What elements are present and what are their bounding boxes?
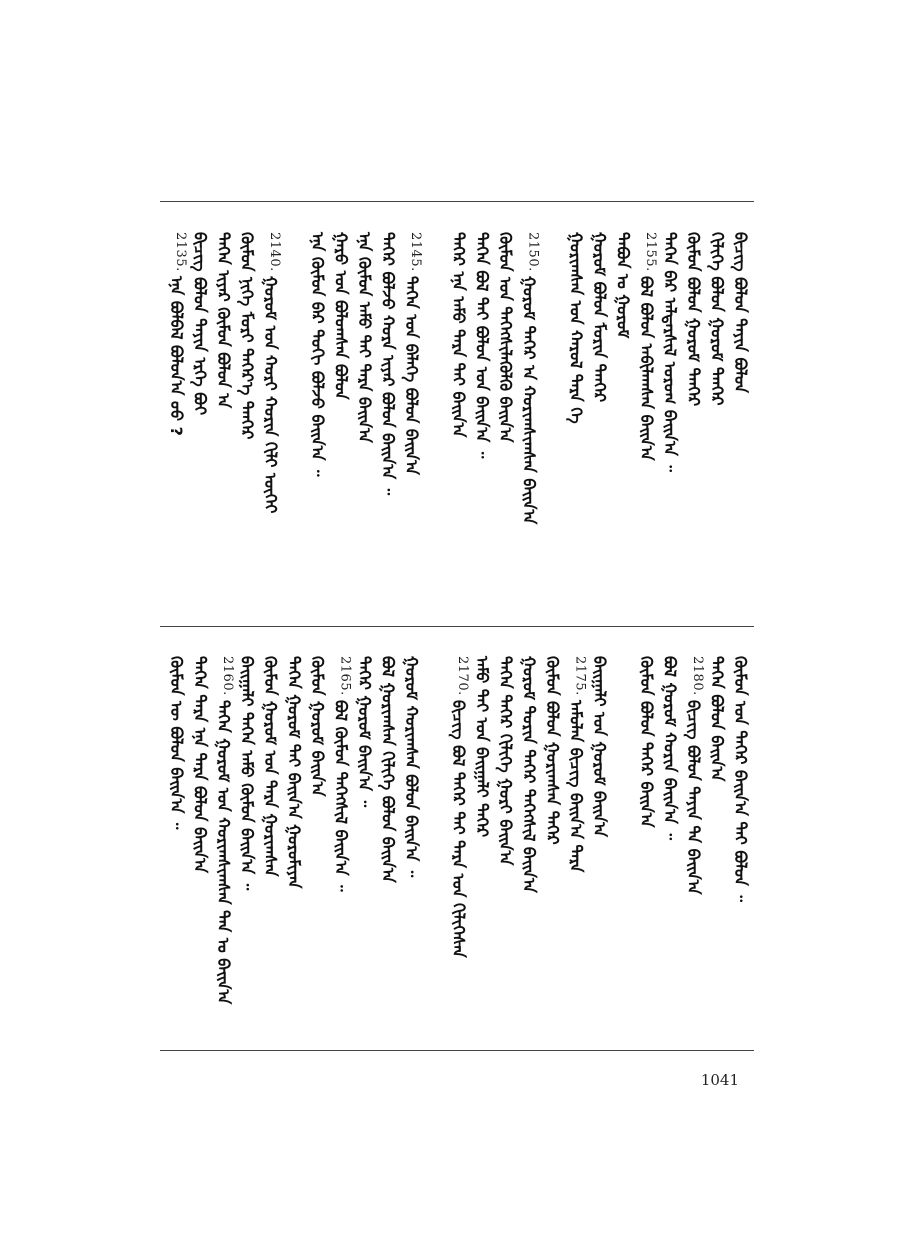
verse-line: ᠲᠡᠭᠡᠷ ᠪᠣᠯᠵᠤ ᠬᠤᠷᠠ ᠢᠶᠠᠷ ᠪᠣᠯᠤᠨ ᠪᠠᠢᠨ᠎ᠠ ᠃ [378, 232, 398, 496]
verse-column [705, 232, 729, 612]
verse-column [188, 656, 212, 1036]
line-number: 2140. [267, 232, 282, 272]
verse-column [399, 232, 423, 612]
line-number: 2150. [525, 232, 541, 272]
verse-column [188, 232, 212, 612]
verse-line: ᠪᠣᠯ ᠬᠦᠮᠦᠨ ᠲᠡᠭᠡᠭᠰᠢᠯ ᠪᠠᠢᠨ᠎ᠠ ᠃ [331, 700, 351, 892]
verse-line: ᠪᠠᠢᠭᠠᠯᠢ ᠤᠨ ᠭᠣᠷᠤᠮ ᠪᠠᠢᠨ᠎ᠠ [590, 656, 609, 838]
verse-column [352, 232, 376, 612]
verse-column [305, 232, 329, 612]
verse-column [470, 656, 494, 1036]
verse-column [235, 656, 259, 1036]
verse-column [658, 656, 682, 1036]
verse-line: ᠭᠠᠷᠤ ᠤᠨ ᠪᠣᠯᠣᠭᠰᠠᠨ ᠪᠣᠯᠤᠨ [331, 232, 351, 400]
verse-column [564, 232, 588, 612]
page-number: 1041 [700, 1071, 739, 1089]
verse-column [258, 232, 282, 612]
verse-column [282, 232, 306, 612]
verse-line: ᠲᠡᠭᠡᠨ ᠲᠡᠭᠡᠷ ᠬᠢᠯᠢᠭᠡ ᠭᠣᠷᠢ ᠪᠠᠢᠨ᠎ᠠ [496, 656, 515, 866]
verse-line: ᠬᠦᠮᠦᠨ ᠦ ᠪᠣᠯᠤᠨ ᠪᠠᠢᠨ᠎ᠠ ᠃ [167, 656, 186, 830]
verse-line: ᠬᠢᠯᠢᠭᠡ ᠪᠣᠯᠣᠨ ᠭᠣᠷᠤᠮ ᠲᠡᠨᠭᠡᠷ [707, 232, 727, 406]
verse-column [705, 656, 729, 1036]
line-number: 2180. [690, 656, 705, 696]
verse-line: ᠲᠡᠭᠡᠨ ᠢᠶᠡᠷ ᠬᠦᠮᠦᠨ ᠪᠣᠯᠤᠨ ᠠ [214, 232, 233, 409]
line-number: 2135. [173, 232, 188, 272]
verse-column [329, 232, 353, 612]
verse-line: ᠬᠦᠮᠦᠨ ᠪᠣᠯᠤᠨ ᠲᠡᠭᠡᠷ ᠪᠠᠢᠨ᠎ᠠ [637, 656, 656, 828]
verse-column [352, 656, 376, 1036]
verse-line: ᠪᠢᠴᠢᠭ᠌ ᠪᠣᠯᠣᠨ ᠲᠡᠶᠢᠨ ᠡᠷᠭᠡ ᠪᠤᠢ [190, 232, 210, 416]
verse-column [681, 656, 705, 1036]
verse-column [517, 656, 541, 1036]
verse-line: ᠪᠣᠯ ᠭᠣᠷᠤᠮ ᠬᠣᠷᠢᠨ ᠪᠠᠢᠨ᠎ᠠ ᠃ [660, 656, 680, 840]
verse-line: ᠠᠮᠤᠯᠠᠨ ᠪᠢᠴᠢᠭ᠌ ᠪᠠᠢᠨ᠎ᠠ ᠲᠡᠷᠡ [566, 700, 586, 873]
line-number: 2175. [572, 656, 588, 696]
line-number: 2145. [408, 232, 423, 272]
verse-line: ᠬᠦᠮᠦᠨ ᠨᠢᠭᠡ ᠮᠣᠷᠢ ᠳᠡᠭᠡᠷ᠎ᠡ ᠲᠡᠨᠭᠡᠷ [237, 232, 257, 440]
verse-column [164, 656, 188, 1036]
verse-line: ᠲᠡᠭᠡᠨ ᠤᠨ ᠪᠡᠯᠡᠭᠡ ᠪᠣᠯᠤᠨ ᠪᠠᠢᠨ᠎ᠠ [402, 276, 421, 475]
verse-line: ᠲᠠᠪᠤᠨ ᠤ ᠭᠣᠷᠤᠮ [613, 232, 633, 339]
verse-column [728, 656, 752, 1036]
verse-column [517, 232, 541, 612]
bottom-rule [160, 1050, 754, 1051]
verse-column [658, 232, 682, 612]
verse-column [211, 656, 235, 1036]
verse-line: ᠡᠨᠡ ᠬᠦᠮᠦᠨ ᠪᠡᠷ ᠲᠣᠬᠢ ᠪᠣᠯᠵᠤ ᠪᠠᠢᠨ᠎ᠠ ᠃ [308, 232, 327, 477]
verse-line: ᠭᠣᠷᠤᠮ ᠳᠣᠷᠢᠨ ᠲᠡᠭᠡᠷ ᠲᠡᠭᠡᠭᠰᠢᠯ ᠪᠠᠢᠨ᠎ᠠ [519, 656, 539, 893]
verse-line: ᠲᠡᠭᠡᠷ ᠡᠨᠡ ᠠᠮᠤ ᠲᠡᠷᠡ ᠲᠠᠢ ᠪᠠᠢᠨ᠎ᠠ [449, 232, 468, 438]
verse-column [564, 656, 588, 1036]
verse-column [611, 232, 635, 612]
verse-column [446, 232, 470, 612]
verse-line: ᠪᠣᠯ ᠪᠣᠯᠣᠨ ᠠᠪᠢᠯᠠᠭᠰᠠᠨ ᠪᠠᠢᠨ᠎ᠠ [637, 276, 656, 461]
verse-line: ᠲᠡᠭᠡᠨ ᠭᠣᠷᠤᠮ ᠲᠠᠢ ᠪᠠᠢᠨ᠎ᠠ ᠭᠣᠷᠤᠮᠢᠶᠠᠨ [284, 656, 304, 889]
verse-line: ᠪᠠᠢᠭᠠᠯᠢ ᠲᠡᠭᠡᠨ ᠠᠮᠤ ᠬᠦᠮᠦᠨ ᠪᠠᠢᠨ᠎ᠠ ᠃ [237, 656, 257, 891]
verse-column [258, 656, 282, 1036]
verse-column [587, 656, 611, 1036]
verse-line: ᠭᠣᠷᠢᠭᠰᠠᠨ ᠤᠨ ᠬᠠᠷᠤᠯ ᠲᠡᠷᠡ ᠭᠡ [566, 232, 586, 424]
line-number: 2170. [455, 656, 470, 696]
verse-line: ᠲᠡᠭᠡᠷ ᠭᠣᠷᠤᠮ ᠪᠠᠢᠨ᠎ᠠ ᠃ [355, 656, 374, 808]
verse-line: ᠪᠢᠴᠢᠭ᠌ ᠪᠣᠯᠣᠨ ᠲᠡᠶᠢᠨ ᠪᠣᠯᠤᠨ [731, 232, 750, 393]
verse-line: ᠬᠦᠮᠦᠨ ᠭᠣᠷᠤᠮ ᠪᠠᠢᠨ᠎ᠠ [308, 656, 327, 797]
line-number: 2155. [643, 232, 658, 272]
verse-line: ᠲᠡᠭᠡᠨ ᠭᠣᠷᠤᠮ ᠤᠨ ᠬᠣᠷᠢᠭᠰᠢᠭᠰᠠᠨ ᠲᠠᠨ ᠤ ᠪᠠᠢᠨ᠎ᠠ [214, 700, 233, 1005]
verse-line: ᠬᠦᠮᠦᠨ ᠭᠣᠷᠤᠮ ᠤᠨ ᠲᠡᠷᠡ ᠭᠣᠷᠢᠭᠰᠠᠨ [261, 656, 280, 877]
verse-line: ᠲᠡᠭᠡᠨ ᠪᠣᠯᠣᠨ ᠪᠠᠢᠨ᠎ᠠ [707, 656, 727, 782]
verse-line: ᠠᠮᠤ ᠲᠠᠢ ᠤᠨ ᠪᠠᠢᠭᠠᠯᠢ ᠲᠡᠭᠡᠷ [472, 656, 492, 838]
verse-line: ᠪᠢᠴᠢᠭ᠌ ᠪᠣᠯ ᠲᠡᠭᠡᠷ ᠲᠠᠢ ᠲᠡᠷᠡ ᠤᠨ ᠬᠢᠯᠢᠭᠡᠰᠡᠨ [449, 700, 468, 958]
verse-line: ᠬᠦᠮᠦᠨ ᠤᠨ ᠲᠡᠭᠡᠷ ᠪᠠᠢᠨ᠎ᠠ ᠲᠠᠢ ᠪᠣᠯᠤᠨ ᠃ [731, 656, 750, 902]
verse-line: ᠲᠡᠭᠡᠨ ᠪᠣᠯ ᠲᠠᠢ ᠪᠣᠯᠤᠨ ᠤᠨ ᠪᠠᠢᠨ᠎ᠠ ᠃ [472, 232, 492, 459]
verse-line: ᠭᠣᠷᠤᠮ ᠪᠣᠯᠣᠨ ᠮᠣᠷᠢᠨ ᠲᠡᠨᠭᠡᠷ [590, 232, 609, 403]
verse-line: ᠭᠣᠷᠣᠮ ᠲᠡᠭᠡᠷ ᠠ ᠬᠣᠷᠢᠭᠰᠢᠭᠰᠠᠨ ᠪᠠᠢᠨ᠎ᠠ [519, 276, 539, 525]
verse-block-upper [160, 232, 754, 612]
verse-column [540, 656, 564, 1036]
verse-line: ᠲᠡᠭᠡᠨ ᠲᠡᠷᠡ ᠡᠨᠡ ᠲᠡᠷᠡ ᠪᠣᠯᠤᠨ ᠪᠠᠢᠨ᠎ᠠ [190, 656, 210, 874]
verse-column [282, 656, 306, 1036]
verse-column [164, 232, 188, 612]
verse-line: ᠪᠣᠯ ᠭᠣᠷᠢᠭᠰᠠᠨ ᠬᠢᠯᠢᠭᠡ ᠪᠣᠯᠤᠨ ᠪᠠᠢᠨ᠎ᠠ [378, 656, 398, 883]
verse-line: ᠬᠦᠮᠦᠨ ᠪᠣᠯᠤᠨ ᠭᠣᠷᠢᠭᠰᠠᠨ ᠲᠡᠭᠡᠷ [543, 656, 562, 845]
verse-line: ᠲᠡᠭᠡᠨ ᠪᠠᠷ ᠠᠯᠳᠠᠷᠰᠢᠯ ᠤᠷᠤᠭ ᠪᠠᠢᠨ᠎ᠠ ᠃ [660, 232, 680, 472]
verse-column [540, 232, 564, 612]
verse-line: ᠡᠨᠡ ᠬᠦᠮᠦᠨ ᠠᠮᠤ ᠲᠠᠢ ᠲᠡᠷᠡ ᠪᠠᠢᠨ᠎ᠠ [355, 232, 374, 443]
verse-line: ᠪᠢᠴᠢᠭ᠌ ᠪᠣᠯᠣᠨ ᠲᠡᠶᠢᠨ ᠲᠡ ᠪᠠᠢᠨ᠎ᠠ [684, 700, 703, 895]
verse-column [493, 656, 517, 1036]
verse-block-lower [160, 656, 754, 1036]
middle-rule [160, 626, 754, 627]
top-rule [160, 201, 754, 202]
verse-column [493, 232, 517, 612]
verse-column [728, 232, 752, 612]
line-number: 2165. [337, 656, 353, 696]
verse-column [376, 656, 400, 1036]
verse-column [376, 232, 400, 612]
verse-column [329, 656, 353, 1036]
verse-column [423, 656, 447, 1036]
verse-column [423, 232, 447, 612]
verse-column [611, 656, 635, 1036]
verse-line: ᠬᠦᠮᠦᠨ ᠤᠨ ᠳᠡᠭᠡᠭᠰᠢᠯᠡᠭᠦᠯᠬᠦ ᠪᠠᠢᠨ᠎ᠠ [496, 232, 515, 443]
verse-column [681, 232, 705, 612]
verse-line: ᠬᠦᠮᠦᠨ ᠪᠣᠯᠣᠨ ᠭᠣᠷᠤᠮ ᠲᠡᠨᠭᠡᠷ [684, 232, 703, 407]
verse-line: ᠭᠣᠷᠤᠮ ᠤᠨ ᠬᠣᠷᠢ ᠬᠣᠷᠢᠨ ᠬᠢᠯᠢ ᠦᠭᠡᠢ [261, 276, 280, 514]
verse-column [470, 232, 494, 612]
verse-column [399, 656, 423, 1036]
verse-column [634, 232, 658, 612]
verse-column [305, 656, 329, 1036]
verse-column [235, 232, 259, 612]
line-number: 2160. [220, 656, 235, 696]
verse-line: ᠭᠣᠷᠤᠮ ᠬᠣᠷᠢᠭᠰᠠᠨ ᠪᠣᠯᠤᠨ ᠪᠠᠢᠨ᠎ᠠ ᠃ [402, 656, 421, 878]
verse-column [634, 656, 658, 1036]
verse-line: ᠡᠨᠡ ᠪᠣᠯᠪᠠᠯ ᠪᠣᠯᠤᠨ᠎ᠠ ᠤᠤ ? [167, 276, 186, 436]
verse-column [446, 656, 470, 1036]
verse-column [587, 232, 611, 612]
verse-column [211, 232, 235, 612]
